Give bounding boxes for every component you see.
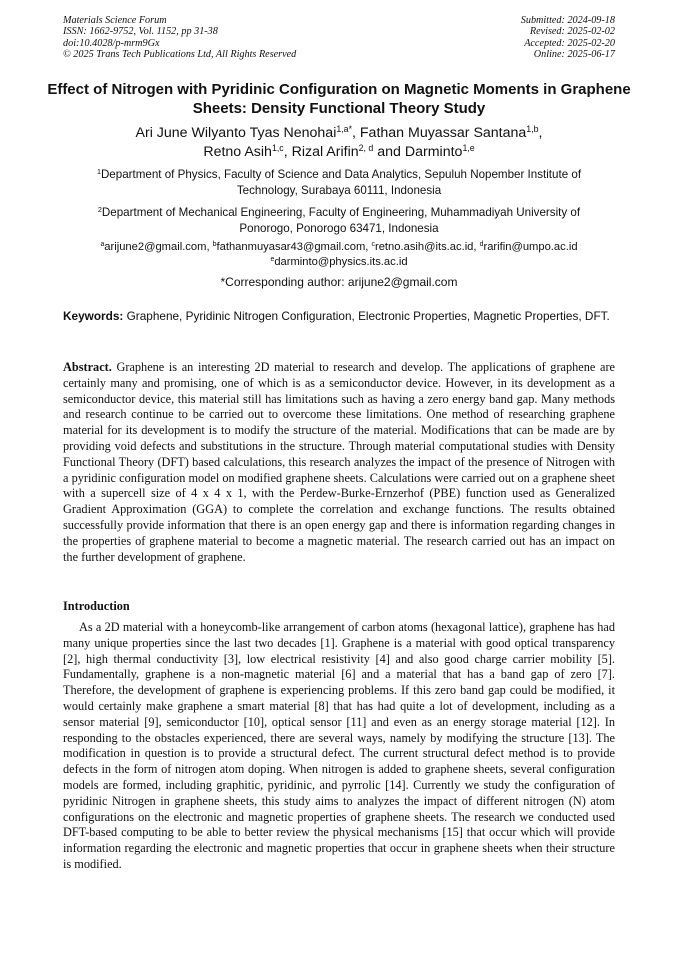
email-link[interactable]: retno.asih@its.ac.id	[374, 241, 474, 253]
affiliation-text: Department of Physics, Faculty of Science and Data Analytics, Sepuluh Nopember Institute of Technology, Surabaya 60111, Indonesia	[100, 168, 582, 197]
author-affiliation-mark: 1,c	[271, 143, 284, 154]
online-date: Online: 2025-06-17	[533, 49, 615, 61]
email-mark: b	[212, 241, 217, 249]
author-affiliation-mark: 1,e	[462, 143, 475, 154]
abstract-section	[63, 360, 615, 565]
email-separator: ,	[365, 241, 372, 253]
abstract-label: Abstract.	[63, 360, 112, 374]
author-name: Fathan Muyassar Santana	[359, 125, 527, 141]
author-affiliation-mark: 1,a*	[336, 124, 352, 135]
email-mark: c	[371, 241, 375, 249]
author-affiliation-mark: 2, d	[358, 143, 374, 154]
email-mark: a	[100, 241, 105, 249]
email-link[interactable]: rarifin@umpo.ac.id	[483, 241, 578, 253]
author-name: Ari June Wilyanto Tyas Nenohai	[135, 125, 337, 141]
journal-name: Materials Science Forum	[63, 15, 167, 26]
author-name: Darminto	[404, 144, 463, 160]
abstract-text: Graphene is an interesting 2D material to research and develop. The applications of graphene are certainly many and promising, one of which is as a semiconductor device. However, in its development as a semiconductor device, this material still has limitations such as having a zero energy band gap. Many methods and research continue to be carried out to overcome these limitations. One method of researching graphene material for its development is to modify the structure of the material. Modifications that can be made are by providing void defects and substitutions in the structure. Through material computational studies with Density Functional Theory (DFT) based calculations, this research analyzes the impact of the presence of Nitrogen with a pyridinic configuration model on modified graphene sheets. Calculations were carried out on a graphene sheet with a supercell size of 4 x 4 x 1, with the Perdew-Burke-Ernzerhof (PBE) function used as Generalized Gradient Approximation (GGA) to complete the correlation and exchange functions. The results obtained successfully provide information that there is an open energy gap and there is information regarding changes in the properties of graphene material to become a magnetic material. The research carried out has an impact on the further development of graphene.	[63, 360, 615, 564]
keywords-text: Graphene, Pyridinic Nitrogen Configuration, Electronic Properties, Magnetic Properties, DFT.	[123, 309, 610, 323]
email-mark: d	[479, 241, 484, 249]
email-separator: ,	[473, 241, 480, 253]
affiliation-mark: 2	[97, 205, 102, 215]
author-name: Retno Asih	[203, 144, 272, 160]
author-list	[40, 124, 638, 162]
email-link[interactable]: darminto@physics.its.ac.id	[274, 255, 408, 268]
introduction-heading: Introduction	[63, 599, 130, 613]
affiliation-text: Department of Mechanical Engineering, Faculty of Engineering, Muhammadiyah University of Ponorogo, Ponorogo 63471, Indonesia	[101, 206, 581, 235]
submitted-date: Submitted: 2024-09-18	[520, 15, 615, 26]
revised-date: Revised: 2025-02-02	[529, 26, 615, 38]
keywords-section	[63, 309, 615, 324]
author-separator: ,	[283, 144, 292, 160]
author-separator: and	[373, 144, 405, 160]
affiliation-1	[70, 167, 608, 198]
email-mark: e	[270, 255, 275, 263]
author-name: Rizal Arifin	[291, 144, 359, 160]
author-emails	[40, 240, 638, 269]
journal-info	[63, 15, 296, 61]
author-separator: ,	[538, 125, 543, 141]
corresponding-author: *Corresponding author: arijune2@gmail.com	[220, 275, 458, 289]
publication-dates	[521, 15, 615, 61]
accepted-date: Accepted: 2025-02-20	[524, 37, 615, 49]
keywords-label: Keywords:	[63, 309, 124, 323]
author-affiliation-mark: 1,b	[526, 124, 539, 135]
affiliation-mark: 1	[96, 167, 101, 177]
copyright-line: © 2025 Trans Tech Publications Ltd, All Rights Reserved	[63, 49, 297, 61]
issn-line: ISSN: 1662-9752, Vol. 1152, pp 31-38	[63, 26, 218, 38]
affiliation-2	[70, 205, 608, 236]
author-separator: ,	[352, 125, 360, 141]
doi-line: doi:10.4028/p-mrm9Gx	[63, 37, 160, 49]
email-link[interactable]: arijune2@gmail.com	[104, 241, 207, 253]
email-link[interactable]: fathanmuyasar43@gmail.com	[216, 241, 366, 253]
introduction-text: As a 2D material with a honeycomb-like arrangement of carbon atoms (hexagonal lattice), graphene has had many unique properties since the last two decades [1]. Graphene is a material with good optical transparency [2], high thermal conductivity [3], low electrical resistivity [4] and also good charge carrier mobility [5]. Fundamentally, graphene is a non-magnetic material [6] and a material that has a band gap of zero [7]. Therefore, the development of graphene is experiencing problems. If this zero band gap could be modified, it would certainly make graphene a smart material [8] that has had quite a lot of development, including as a sensor material [9], semiconductor [10], optical sensor [11] and even as an energy storage material [12]. In responding to the obstacles experienced, there are several ways, namely by modifying the structure [13]. The modification in question is to provide a structural defect. The current structural defect method is to provide defects in the form of nitrogen atom doping. When nitrogen is added to graphene sheets, several configuration models are formed, including graphitic, pyridinic, and pyrrolic [14]. Currently we study the configuration of pyridinic Nitrogen in graphene sheets, this study aims to analyzes the impact of different nitrogen (N) atom configurations on the electronic and magnetic properties of graphene sheets. The research we conducted used DFT-based computing to be able to better review the physical mechanisms [15] that occur which will provide information regarding the electronic and magnetic properties that occur in graphene sheets when their structure is modified.	[63, 620, 615, 871]
paper-title: Effect of Nitrogen with Pyridinic Configuration on Magnetic Moments in Graphene Sheets: Density Functional Theory Study	[47, 81, 631, 117]
email-separator: ,	[206, 241, 213, 253]
